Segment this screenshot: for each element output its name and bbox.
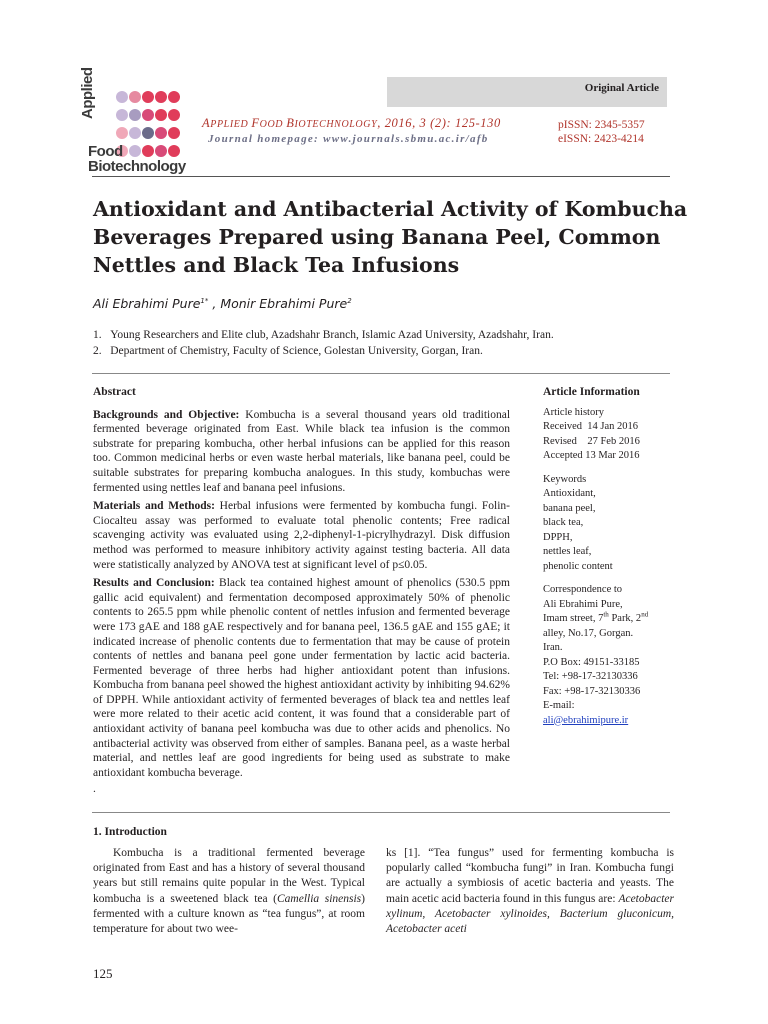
logo-word-applied: Applied (79, 67, 96, 119)
rc-label: Results and Conclusion: (93, 577, 215, 590)
author-list (93, 296, 352, 311)
logo-dot-grid (116, 91, 182, 163)
abstract-methods (93, 499, 510, 572)
addr-b: Park, 2 (608, 613, 642, 624)
logo-dot (142, 145, 154, 157)
logo-dot (116, 127, 128, 139)
abstract-heading: Abstract (93, 386, 136, 398)
article-type-banner (387, 77, 667, 107)
keyword: phenolic content (543, 560, 613, 572)
history-revised: Revised 27 Feb 2016 (543, 435, 640, 447)
mm-label: Materials and Methods: (93, 500, 215, 513)
journal-f: IOTECHNOLOGY (294, 119, 378, 130)
intro-left-b: ) fermented with a culture known as “tea fungus”, at room temperature for about two wee- (93, 892, 365, 936)
rc-text: Black tea contained highest amount of phenolics (530.5 ppm gallic acid equivalent) and fermentation decomposed approximately 50% of phenolic contents to 265.5 ppm while phenolic content of nettles infusion and fermented beverage were 173 gAE and 188 gAE respectively and for banana peel, 136.5 gAE and 155 gAE; it indicated increase of phenolic contents due to fermentation that may be cause of protein contents of nettles and banana peel gone under fermentation by lactic acid bacteria. Fermented beverage of three herbs had higher antioxidant potent than infusions. Kombucha from banana peel showed the highest antioxidant activity by inhibiting 94.62% of DPPH. While antioxidant activity of fermented beverages of black tea and nettles leaf were more related to their acetic acid content, it was found that a considerable part of antioxidant activity of banana peel kombucha was due to other acids and phenolics. No antibacterial activity was observed from either of samples. Banana peel, as a waste herbal material, and nettles leaf are good ingredients for being used as substrate to make antioxidant kombucha beverage. (93, 577, 510, 779)
logo-dot (155, 145, 167, 157)
correspondence (543, 583, 693, 728)
logo-dot (155, 91, 167, 103)
tel: Tel: +98-17-32130336 (543, 671, 638, 682)
article-history (543, 406, 693, 464)
fax: Fax: +98-17-32130336 (543, 685, 641, 697)
journal-g: , 2016, 3 (2): 125-130 (377, 116, 501, 130)
logo-dot (116, 109, 128, 121)
bg-label: Backgrounds and Objective: (93, 408, 240, 421)
intro-col-left (93, 846, 365, 937)
corr-name: Ali Ebrahimi Pure, (543, 598, 623, 610)
journal-b: PPLIED (210, 119, 252, 130)
logo-dot (168, 145, 180, 157)
intro-heading: 1. Introduction (93, 826, 167, 838)
history-received: Received 14 Jan 2016 (543, 421, 639, 432)
logo-dot (129, 91, 141, 103)
email-link[interactable]: ali@ebrahimipure.ir (543, 714, 629, 726)
affiliation-2: 2. Department of Chemistry, Faculty of Science, Golestan University, Gorgan, Iran. (93, 345, 483, 357)
paper-title: Antioxidant and Antibacterial Activity of Kombucha Beverages Prepared using Banana Peel, Common Nettles and Black Tea Infusions (93, 197, 688, 277)
journal-d: OOD (259, 119, 287, 130)
corr-title: Correspondence to (543, 584, 623, 595)
logo-dot (168, 109, 180, 121)
keywords (543, 473, 693, 575)
history-title: Article history (543, 406, 604, 418)
affiliation-1: 1. Young Researchers and Elite club, Azadshahr Branch, Islamic Azad University, Azadshahr, Iran. (93, 329, 554, 341)
pobox: P.O Box: 49151-33185 (543, 656, 640, 668)
abstract-results (93, 576, 510, 780)
logo-dot (142, 91, 154, 103)
abstract (93, 385, 510, 801)
author-1-sup: 1* (200, 296, 209, 305)
keyword: black tea, (543, 517, 584, 528)
addr-c: alley, No.17, Gorgan. (543, 627, 634, 639)
eissn: eISSN: 2423-4214 (558, 133, 644, 145)
article-type-label: Original Article (584, 82, 659, 94)
intro-right-a: ks [1]. “Tea fungus” used for fermenting kombucha is popularly called “kombucha fungi” in Iran. Kombucha fungi are actually a symbiosis of acetic bacteria and yeasts. The main acetic acid bacteria found in this fungus are: (386, 847, 674, 905)
intro-left-sci: Camellia sinensis (277, 892, 362, 905)
logo-dot (129, 127, 141, 139)
logo-dot (142, 127, 154, 139)
header-rule (92, 176, 670, 177)
affiliations (93, 327, 693, 359)
logo-dot (168, 127, 180, 139)
keyword: DPPH, (543, 531, 573, 543)
keyword: Antioxidant, (543, 488, 596, 499)
journal-citation (202, 116, 501, 131)
keyword: banana peel, (543, 502, 596, 514)
abstract-trailing: . (93, 783, 96, 796)
journal-c: F (251, 116, 260, 130)
logo-dot (129, 145, 141, 157)
logo-dot (129, 109, 141, 121)
journal-logo (79, 67, 186, 175)
intro-right-sci: Acetobacter xylinum, Acetobacter xylinoides, Bacterium gluconicum, Acetobacter aceti (386, 892, 674, 936)
addr-a: Imam street, 7 (543, 613, 604, 624)
author-2-sup: 2 (347, 296, 352, 305)
logo-dot (168, 91, 180, 103)
issn-block (558, 118, 645, 146)
abstract-rule-top (92, 373, 670, 374)
info-heading: Article Information (543, 386, 640, 398)
pissn: pISSN: 2345-5357 (558, 119, 645, 131)
keywords-title: Keywords (543, 473, 587, 485)
journal-a: A (202, 116, 211, 130)
author-sep: , (208, 296, 221, 311)
journal-homepage-link[interactable]: Journal homepage: www.journals.sbmu.ac.ir/afb (208, 133, 489, 145)
page-number: 125 (93, 966, 113, 981)
keyword: nettles leaf, (543, 546, 592, 557)
history-accepted: Accepted 13 Mar 2016 (543, 450, 640, 461)
author-2: Monir Ebrahimi Pure (220, 296, 348, 311)
logo-dot (155, 127, 167, 139)
addr-country: Iran. (543, 642, 563, 653)
logo-dot (116, 91, 128, 103)
abstract-background (93, 408, 510, 496)
mm-text: Herbal infusions were fermented by kombucha fungi. Folin-Ciocalteu assay was performed to evaluate total phenolic contents; Free radical scavenging activity was evaluated using 2,2-diphenyl-1-picrylhydrazyl. Disk diffusion method was performed to measure inhibitory activity against testing bacteria. All data were statistically analyzed by ANOVA test at significant level of p≤0.05. (93, 500, 510, 571)
bg-text: Kombucha is a several thousand years old traditional fermented beverage originated from East. While black tea infusion is the common substrate for preparing kombucha, other herbal infusions can be applied for this reason too. Common medicinal herbs or even waste herbal materials, like banana peel, could be suitable substrates for preparing kombucha analogues. In this study, kombuchas were fermented using nettles leaf and banana peel infusions. (93, 408, 511, 494)
addr-sup1: th (603, 610, 609, 619)
intro-left-a: Kombucha is a traditional fermented beverage originated from East and has a history of several thousand years but still remains quite popular in the West. Typical kombucha is a sweetened black tea ( (93, 847, 365, 905)
logo-dot (155, 109, 167, 121)
author-1: Ali Ebrahimi Pure (93, 296, 201, 311)
logo-dot (142, 109, 154, 121)
logo-word-biotechnology: Biotechnology (88, 158, 186, 175)
abstract-rule-bottom (92, 812, 670, 813)
intro-col-right (386, 846, 674, 937)
email-label: E-mail: (543, 700, 575, 711)
addr-sup2: nd (641, 610, 649, 619)
article-information (543, 385, 693, 737)
logo-word-food: Food (88, 143, 123, 160)
journal-e: B (286, 116, 295, 130)
